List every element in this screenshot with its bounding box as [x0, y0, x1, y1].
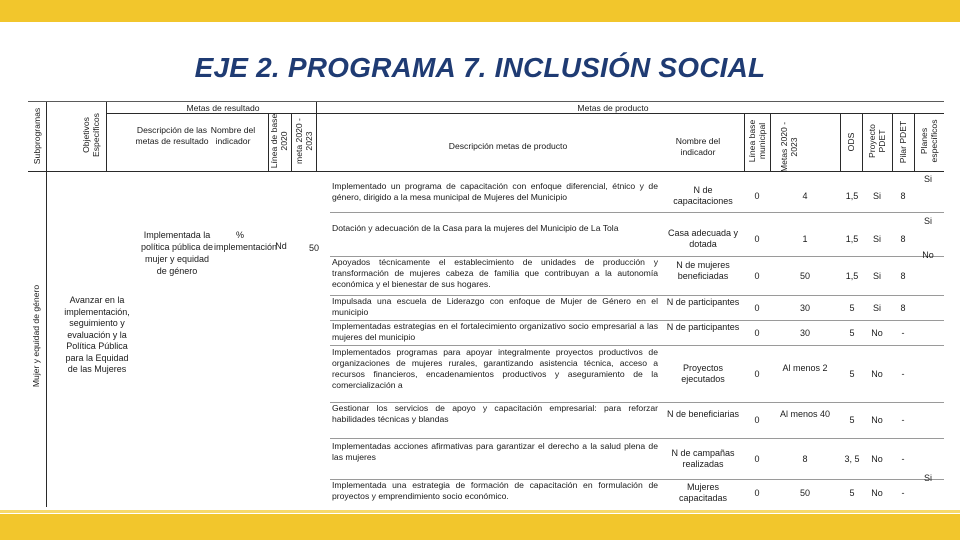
- row-7-proyecto-pdet: No: [871, 414, 883, 425]
- row-6-ods: 5: [849, 368, 855, 379]
- column-divider: [892, 113, 893, 171]
- row-5-ods: 5: [849, 327, 855, 338]
- row-8-ods: 3, 5: [844, 453, 860, 464]
- column-divider: [316, 101, 317, 171]
- row-9-linea-base: 0: [754, 487, 760, 498]
- row-5-descripcion: Implementadas estrategias en el fortalecimiento organizativo socio empresarial a las mujeres del municipio: [332, 321, 658, 342]
- nombre-indicador-producto-header: Nombre del indicador: [675, 136, 721, 157]
- nombre-indicador-resultado-header: Nombre del indicador: [210, 125, 256, 146]
- row-3-pilar-pdet: 8: [900, 270, 906, 281]
- row-3-proyecto-pdet: Si: [872, 270, 881, 281]
- row-divider: [330, 438, 944, 439]
- column-divider: [840, 113, 841, 171]
- column-divider: [770, 113, 771, 171]
- column-divider: [862, 113, 863, 171]
- row-2-indicador: Casa adecuada y dotada: [667, 228, 739, 249]
- row-4-descripcion: Impulsada una escuela de Liderazgo con enfoque de Mujer de Género en el municipio: [332, 296, 658, 317]
- row-9-meta: 50: [799, 487, 810, 498]
- row-4-meta: 30: [799, 302, 810, 313]
- row-7-descripcion: Gestionar los servicios de apoyo y capacitación empresarial: para reforzar habilidades técnicas y blandas: [332, 403, 658, 424]
- row-6-pilar-pdet: -: [901, 368, 905, 379]
- column-divider: [291, 113, 292, 171]
- linea-base-resultado-header: Línea de base 2020: [269, 113, 289, 169]
- resultado-indicador-cell: % implementación: [214, 230, 278, 252]
- row-7-indicador: N de beneficiarias: [666, 409, 740, 419]
- planes-especificos-header: Planes específicos: [919, 119, 939, 163]
- row-divider: [330, 345, 944, 346]
- objetivo-cell: Avanzar en la implementación, seguimiento y evaluación y la Política Pública para la Equidad de las Mujeres: [64, 295, 130, 374]
- row-6-linea-base: 0: [754, 368, 760, 379]
- row-3-indicador: N de mujeres beneficiadas: [676, 259, 730, 281]
- row-9-planes: Si: [923, 473, 932, 483]
- row-divider: [330, 212, 944, 213]
- row-2-descripcion: Dotación y adecuación de la Casa para la mujeres del Municipio de La Tola: [332, 223, 619, 233]
- row-2-planes: Si: [923, 216, 932, 226]
- pilar-pdet-header: Pilar PDET: [898, 120, 908, 164]
- row-8-proyecto-pdet: No: [871, 453, 883, 464]
- row-5-proyecto-pdet: No: [871, 327, 883, 338]
- bottom-accent-bar: [0, 514, 960, 540]
- resultado-descripcion-cell: Implementada la política pública de mujer y equidad de género: [140, 230, 214, 276]
- row-6-proyecto-pdet: No: [871, 368, 883, 379]
- header-divider: [28, 171, 944, 172]
- page-title: EJE 2. PROGRAMA 7. INCLUSIÓN SOCIAL: [194, 52, 766, 83]
- metas-resultado-header: Metas de resultado: [186, 103, 260, 113]
- row-9-descripcion: Implementada una estrategia de formación de capacitación en formulación de proyectos y emprendimiento socio económico.: [332, 480, 658, 501]
- subprogramas-header: Subprogramas: [32, 107, 42, 165]
- row-3-planes: No: [922, 250, 934, 260]
- proyecto-pdet-header: Proyecto PDET: [867, 124, 887, 158]
- row-4-pilar-pdet: 8: [900, 302, 906, 313]
- column-divider: [46, 101, 47, 507]
- row-1-meta: 4: [802, 190, 808, 201]
- row-1-proyecto-pdet: Si: [872, 190, 881, 201]
- column-divider: [744, 113, 745, 171]
- row-2-meta: 1: [802, 233, 808, 244]
- planning-table: [28, 101, 944, 507]
- subprograma-cell: Mujer y equidad de género: [31, 284, 41, 388]
- linea-base-municipal-header: Línea base municipal: [747, 119, 767, 163]
- descripcion-producto-header: Descripción metas de producto: [448, 141, 568, 151]
- row-3-meta: 50: [799, 270, 810, 281]
- objetivos-header: Objetivos Específicos: [81, 113, 101, 157]
- row-6-descripcion: Implementados programas para apoyar integralmente proyectos productivos de organizaciones de mujeres rurales, garantizando asistencia técnica, acceso a recursos financieros, encadenamientos productivos y aseguramiento de la comercialización a: [332, 347, 658, 390]
- header-top-border: [28, 101, 944, 102]
- row-2-linea-base: 0: [754, 233, 760, 244]
- bottom-accent-stripe: [0, 510, 960, 513]
- metas-producto-header: Metas de producto: [577, 103, 649, 113]
- descripcion-resultado-header: Descripción de las metas de resultado: [135, 125, 209, 146]
- row-3-ods: 1,5: [845, 270, 859, 281]
- top-accent-bar: [0, 0, 960, 22]
- row-7-pilar-pdet: -: [901, 414, 905, 425]
- row-4-indicador: N de participantes: [666, 297, 740, 307]
- row-2-pilar-pdet: 8: [900, 233, 906, 244]
- row-8-linea-base: 0: [754, 453, 760, 464]
- row-4-proyecto-pdet: Si: [872, 302, 881, 313]
- row-1-descripcion: Implementado un programa de capacitación con enfoque diferencial, étnico y de género, dirigido a la mesa municipal de Mujeres del Municipio: [332, 181, 658, 202]
- resultado-linea-base-cell: Nd: [275, 241, 287, 251]
- resultado-meta-cell: 50: [308, 243, 319, 253]
- meta-resultado-header: meta 2020 - 2023: [294, 118, 314, 164]
- metas-2020-2023-header: Metas 2020 - 2023: [779, 121, 799, 173]
- row-6-meta: Al menos 2: [782, 363, 828, 373]
- row-5-indicador: N de participantes: [666, 322, 740, 332]
- row-7-linea-base: 0: [754, 414, 760, 425]
- row-2-ods: 1,5: [845, 233, 859, 244]
- row-3-linea-base: 0: [754, 270, 760, 281]
- row-9-ods: 5: [849, 487, 855, 498]
- row-1-indicador: N de capacitaciones: [673, 185, 733, 206]
- column-divider: [914, 113, 915, 171]
- row-4-ods: 5: [849, 302, 855, 313]
- row-9-indicador: Mujeres capacitadas: [678, 482, 728, 503]
- row-1-linea-base: 0: [754, 190, 760, 201]
- row-5-pilar-pdet: -: [901, 327, 905, 338]
- row-8-descripcion: Implementadas acciones afirmativas para garantizar el derecho a la salud plena de las mujeres: [332, 441, 658, 462]
- row-8-indicador: N de campañas realizadas: [671, 448, 735, 469]
- row-2-proyecto-pdet: Si: [872, 233, 881, 244]
- row-7-meta: Al menos 40: [779, 409, 831, 419]
- row-5-linea-base: 0: [754, 327, 760, 338]
- ods-header: ODS: [846, 132, 856, 152]
- row-1-pilar-pdet: 8: [900, 190, 906, 201]
- row-9-proyecto-pdet: No: [871, 487, 883, 498]
- row-6-indicador: Proyectos ejecutados: [681, 363, 725, 384]
- column-divider: [106, 101, 107, 171]
- row-5-meta: 30: [799, 327, 810, 338]
- row-4-linea-base: 0: [754, 302, 760, 313]
- row-8-pilar-pdet: -: [901, 453, 905, 464]
- row-1-planes: Si: [923, 174, 932, 184]
- row-1-ods: 1,5: [845, 190, 859, 201]
- row-8-meta: 8: [802, 453, 808, 464]
- row-3-descripcion: Apoyados técnicamente el establecimiento de unidades de producción y transformación de mujeres cabeza de familia que contribuyan a la autonomía económica y el bienestar de sus hogares.: [332, 257, 658, 289]
- row-7-ods: 5: [849, 414, 855, 425]
- row-9-pilar-pdet: -: [901, 487, 905, 498]
